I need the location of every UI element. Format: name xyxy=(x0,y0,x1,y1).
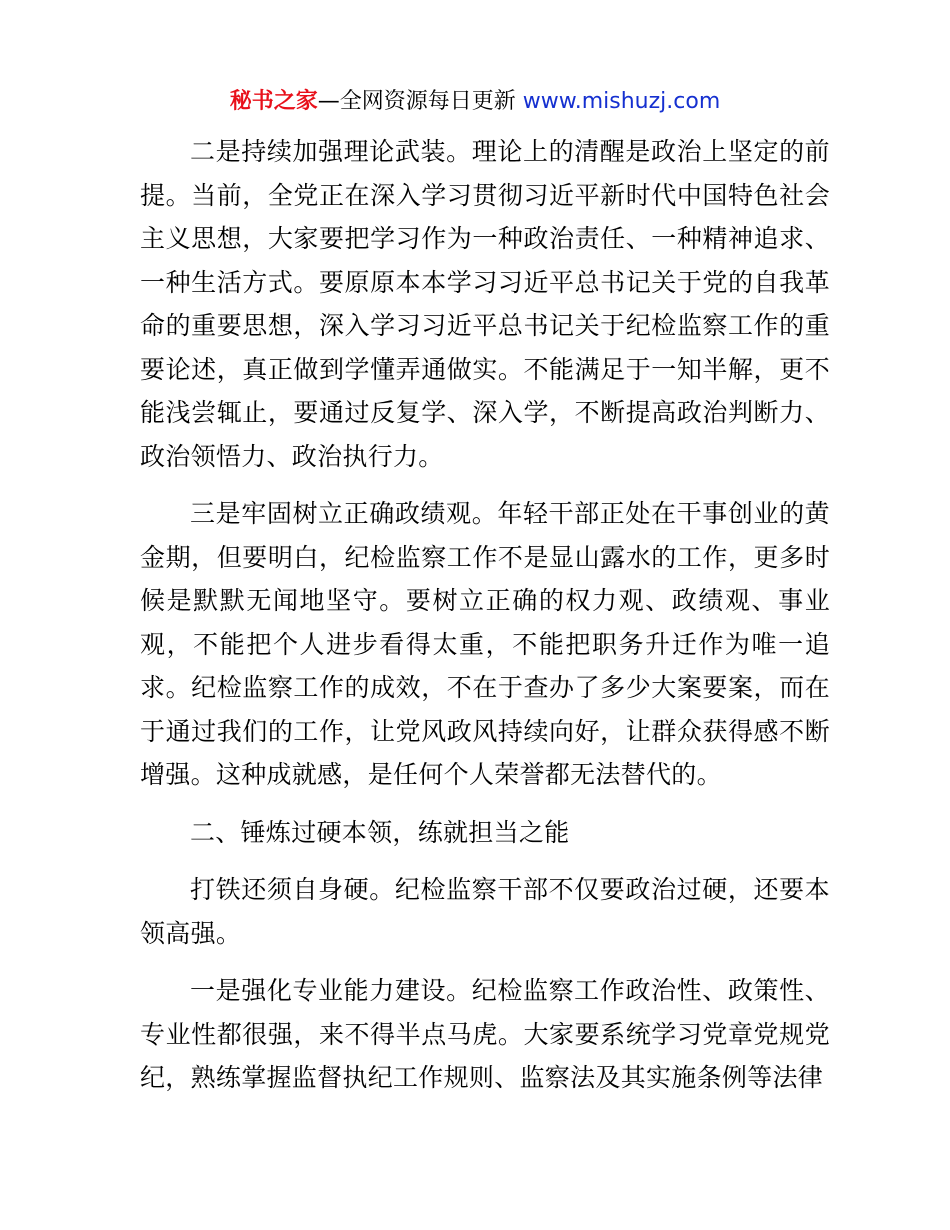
paragraph-professional-ability: 一是强化专业能力建设。纪检监察工作政治性、政策性、专业性都很强，来不得半点马虎。大家要系统学习党章党规党纪，熟练掌握监督执纪工作规则、监察法及其实施条例等法律 xyxy=(140,976,830,1092)
paragraph-performance-view: 三是牢固树立正确政绩观。年轻干部正处在干事创业的黄金期，但要明白，纪检监察工作不是显山露水的工作，更多时候是默默无闻地坚守。要树立正确的权力观、政绩观、事业观，不能把个人进步看得太重，不能把职务升迁作为唯一追求。纪检监察工作的成效，不在于查办了多少大案要案，而在于通过我们的工作，让党风政风持续向好，让群众获得感不断增强。这种成就感，是任何个人荣誉都无法替代的。 xyxy=(140,499,830,789)
site-url[interactable]: www.mishuzj.com xyxy=(522,89,721,114)
site-brand: 秘书之家 xyxy=(229,89,318,114)
section-heading-skills: 二、锤炼过硬本领，练就担当之能 xyxy=(190,817,570,847)
paragraph-theory-study: 二是持续加强理论武装。理论上的清醒是政治上坚定的前提。当前，全党正在深入学习贯彻习近平新时代中国特色社会主义思想，大家要把学习作为一种政治责任、一种精神追求、一种生活方式。要原原本本学习习近平总书记关于党的自我革命的重要思想，深入学习习近平总书记关于纪检监察工作的重要论述，真正做到学懂弄通做实。不能满足于一知半解，更不能浅尝辄止，要通过反复学、深入学，不断提高政治判断力、政治领悟力、政治执行力。 xyxy=(140,137,830,471)
site-header xyxy=(0,86,950,118)
site-tagline: —全网资源每日更新 xyxy=(317,89,523,114)
paragraph-skills-intro: 打铁还须自身硬。纪检监察干部不仅要政治过硬，还要本领高强。 xyxy=(140,875,830,948)
document-body xyxy=(140,130,830,1114)
